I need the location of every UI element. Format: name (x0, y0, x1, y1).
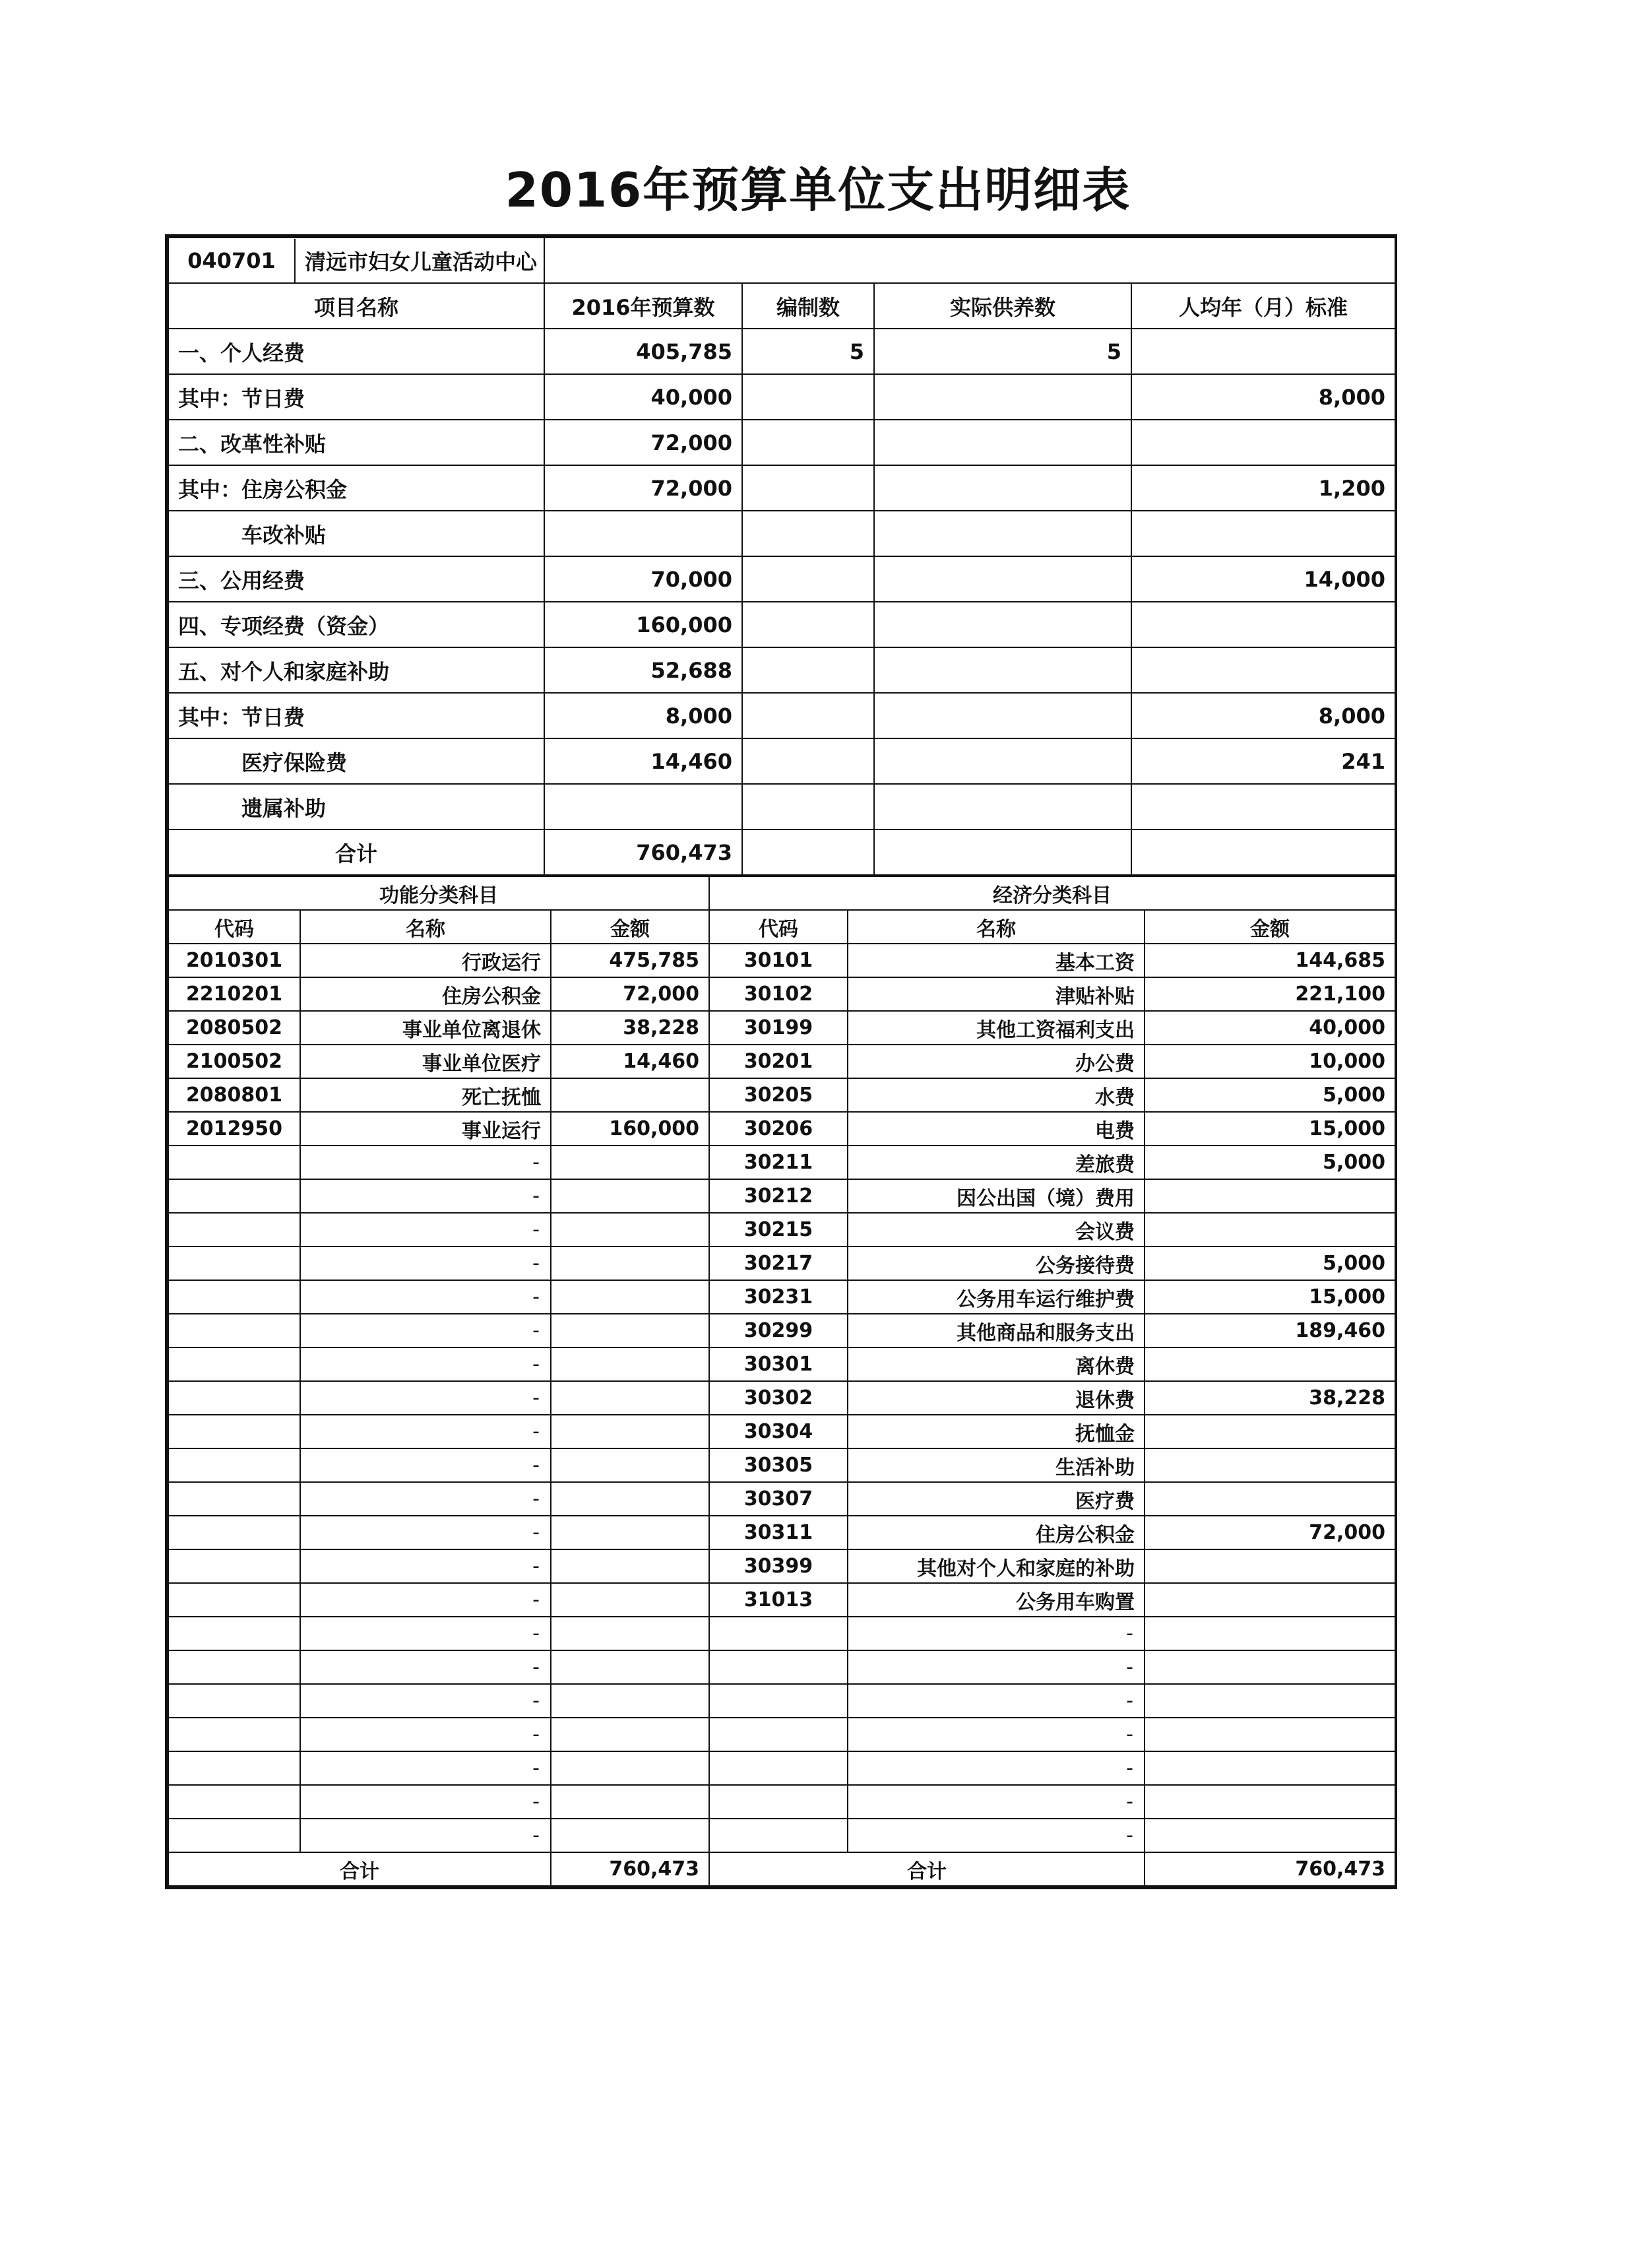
economic-amount: 144,685 (1145, 944, 1395, 977)
summary-staff: 5 (742, 329, 874, 374)
summary-row (168, 556, 1395, 602)
summary-standard: 241 (1131, 738, 1395, 784)
header-budget: 2016年预算数 (544, 283, 742, 329)
economic-section-title: 经济分类科目 (709, 876, 1395, 910)
functional-amount (551, 1146, 709, 1179)
detail-row (168, 1785, 1395, 1819)
detail-row (168, 1213, 1395, 1247)
summary-staff (742, 511, 874, 556)
economic-code: 30307 (709, 1482, 848, 1516)
functional-name: - (300, 1415, 551, 1448)
summary-row (168, 738, 1395, 784)
functional-code (168, 1549, 300, 1583)
economic-code: 30231 (709, 1280, 848, 1314)
unit-name: 清远市妇女儿童活动中心 (305, 249, 538, 275)
summary-actual (874, 465, 1131, 511)
economic-code: 30217 (709, 1247, 848, 1280)
economic-name: 离休费 (848, 1347, 1145, 1381)
summary-actual (874, 738, 1131, 784)
functional-name: 死亡抚恤 (300, 1078, 551, 1112)
economic-amount (1145, 1482, 1395, 1516)
functional-amount: 475,785 (551, 944, 709, 977)
summary-actual (874, 647, 1131, 693)
functional-code: 2080801 (168, 1078, 300, 1112)
economic-amount (1145, 1448, 1395, 1482)
summary-actual: 5 (874, 329, 1131, 374)
economic-name: 津贴补贴 (848, 977, 1145, 1011)
economic-amount-header: 金额 (1145, 910, 1395, 944)
summary-staff (742, 420, 874, 465)
economic-code: 30212 (709, 1179, 848, 1213)
detail-row (168, 1347, 1395, 1381)
detail-row (168, 1718, 1395, 1751)
functional-code (168, 1650, 300, 1684)
detail-row (168, 1549, 1395, 1583)
economic-amount (1145, 1213, 1395, 1247)
functional-name: 事业运行 (300, 1112, 551, 1146)
economic-name: 办公费 (848, 1045, 1145, 1078)
functional-amount (551, 1213, 709, 1247)
economic-name: - (848, 1751, 1145, 1785)
economic-amount (1145, 1718, 1395, 1751)
economic-amount: 15,000 (1145, 1280, 1395, 1314)
functional-total-amount: 760,473 (551, 1852, 709, 1886)
summary-item: 遗属补助 (168, 784, 544, 829)
summary-standard (1131, 829, 1395, 875)
functional-amount: 14,460 (551, 1045, 709, 1078)
summary-budget: 70,000 (544, 556, 742, 602)
summary-standard: 8,000 (1131, 693, 1395, 738)
detail-row (168, 944, 1395, 977)
detail-row (168, 1247, 1395, 1280)
summary-staff (742, 465, 874, 511)
header-item: 项目名称 (168, 283, 544, 329)
detail-row (168, 1112, 1395, 1146)
functional-name: - (300, 1684, 551, 1718)
functional-code: 2080502 (168, 1011, 300, 1045)
detail-table (168, 876, 1396, 1887)
economic-code: 30302 (709, 1381, 848, 1415)
economic-amount (1145, 1617, 1395, 1650)
functional-code (168, 1785, 300, 1819)
functional-code: 2012950 (168, 1112, 300, 1146)
summary-header-row (168, 283, 1395, 329)
economic-amount: 38,228 (1145, 1381, 1395, 1415)
unit-code: 040701 (169, 239, 296, 282)
summary-body (168, 329, 1395, 875)
functional-name: - (300, 1179, 551, 1213)
summary-item: 车改补贴 (168, 511, 544, 556)
economic-amount: 5,000 (1145, 1146, 1395, 1179)
economic-code: 30201 (709, 1045, 848, 1078)
summary-budget: 40,000 (544, 374, 742, 420)
summary-row (168, 329, 1395, 374)
unit-blank (544, 238, 1395, 283)
functional-name: 住房公积金 (300, 977, 551, 1011)
summary-standard: 14,000 (1131, 556, 1395, 602)
economic-code: 30206 (709, 1112, 848, 1146)
summary-budget: 160,000 (544, 602, 742, 647)
economic-code: 30205 (709, 1078, 848, 1112)
economic-amount (1145, 1819, 1395, 1852)
economic-amount (1145, 1684, 1395, 1718)
summary-actual (874, 556, 1131, 602)
summary-staff (742, 738, 874, 784)
summary-row (168, 647, 1395, 693)
economic-code: 30311 (709, 1516, 848, 1549)
economic-code (709, 1617, 848, 1650)
summary-staff (742, 556, 874, 602)
economic-name: - (848, 1718, 1145, 1751)
economic-total-amount: 760,473 (1145, 1852, 1395, 1886)
economic-name-header: 名称 (848, 910, 1145, 944)
economic-amount (1145, 1347, 1395, 1381)
section-header-row (168, 876, 1395, 910)
functional-name: - (300, 1280, 551, 1314)
summary-actual (874, 829, 1131, 875)
summary-actual (874, 784, 1131, 829)
functional-name: - (300, 1247, 551, 1280)
summary-item: 合计 (168, 829, 544, 875)
economic-code: 30199 (709, 1011, 848, 1045)
summary-budget: 405,785 (544, 329, 742, 374)
economic-name: 因公出国（境）费用 (848, 1179, 1145, 1213)
summary-standard (1131, 602, 1395, 647)
economic-name: 医疗费 (848, 1482, 1145, 1516)
functional-code (168, 1448, 300, 1482)
economic-amount: 221,100 (1145, 977, 1395, 1011)
functional-code (168, 1516, 300, 1549)
functional-code: 2100502 (168, 1045, 300, 1078)
summary-standard: 8,000 (1131, 374, 1395, 420)
functional-name: - (300, 1751, 551, 1785)
economic-total-label: 合计 (709, 1852, 1145, 1886)
summary-staff (742, 693, 874, 738)
summary-actual (874, 693, 1131, 738)
summary-staff (742, 829, 874, 875)
functional-code (168, 1280, 300, 1314)
functional-amount: 72,000 (551, 977, 709, 1011)
economic-code: 30101 (709, 944, 848, 977)
functional-amount (551, 1381, 709, 1415)
summary-row (168, 420, 1395, 465)
detail-row (168, 1314, 1395, 1347)
functional-code: 2010301 (168, 944, 300, 977)
header-standard: 人均年（月）标准 (1131, 283, 1395, 329)
economic-name: 公务用车运行维护费 (848, 1280, 1145, 1314)
functional-name: - (300, 1146, 551, 1179)
functional-code (168, 1751, 300, 1785)
detail-row (168, 1179, 1395, 1213)
functional-amount (551, 1785, 709, 1819)
economic-name: 公务用车购置 (848, 1583, 1145, 1617)
economic-code: 30102 (709, 977, 848, 1011)
header-staff: 编制数 (742, 283, 874, 329)
summary-budget: 8,000 (544, 693, 742, 738)
economic-name: - (848, 1819, 1145, 1852)
summary-item: 其中：节日费 (168, 693, 544, 738)
economic-amount (1145, 1785, 1395, 1819)
detail-row (168, 1078, 1395, 1112)
budget-sheet (165, 234, 1397, 1889)
functional-amount (551, 1078, 709, 1112)
functional-amount (551, 1314, 709, 1347)
summary-budget: 52,688 (544, 647, 742, 693)
totals-row (168, 1852, 1395, 1886)
functional-name-header: 名称 (300, 910, 551, 944)
summary-budget (544, 511, 742, 556)
functional-name: 行政运行 (300, 944, 551, 977)
summary-standard (1131, 647, 1395, 693)
economic-name: 基本工资 (848, 944, 1145, 977)
functional-code (168, 1213, 300, 1247)
detail-row (168, 1617, 1395, 1650)
functional-code (168, 1247, 300, 1280)
functional-amount (551, 1415, 709, 1448)
functional-name: - (300, 1785, 551, 1819)
functional-name: - (300, 1314, 551, 1347)
functional-amount (551, 1347, 709, 1381)
functional-code (168, 1482, 300, 1516)
economic-amount (1145, 1751, 1395, 1785)
functional-code (168, 1381, 300, 1415)
functional-name: - (300, 1718, 551, 1751)
detail-row (168, 1381, 1395, 1415)
detail-row (168, 977, 1395, 1011)
detail-row (168, 1650, 1395, 1684)
summary-standard (1131, 784, 1395, 829)
functional-code (168, 1179, 300, 1213)
economic-code: 30299 (709, 1314, 848, 1347)
functional-amount (551, 1583, 709, 1617)
detail-row (168, 1819, 1395, 1852)
economic-amount: 15,000 (1145, 1112, 1395, 1146)
functional-name: - (300, 1213, 551, 1247)
economic-amount (1145, 1549, 1395, 1583)
functional-code (168, 1684, 300, 1718)
economic-name: 其他工资福利支出 (848, 1011, 1145, 1045)
unit-code-cell (168, 238, 544, 283)
functional-code (168, 1617, 300, 1650)
summary-table (168, 237, 1396, 876)
economic-code (709, 1650, 848, 1684)
economic-name: 其他商品和服务支出 (848, 1314, 1145, 1347)
economic-code (709, 1751, 848, 1785)
summary-item: 四、专项经费（资金） (168, 602, 544, 647)
economic-amount: 72,000 (1145, 1516, 1395, 1549)
summary-row (168, 511, 1395, 556)
functional-amount (551, 1179, 709, 1213)
economic-code-header: 代码 (709, 910, 848, 944)
detail-row (168, 1045, 1395, 1078)
summary-actual (874, 511, 1131, 556)
functional-name: - (300, 1347, 551, 1381)
document-title: 2016年预算单位支出明细表 (505, 162, 1131, 218)
header-actual: 实际供养数 (874, 283, 1131, 329)
economic-code (709, 1684, 848, 1718)
economic-code (709, 1718, 848, 1751)
detail-row (168, 1011, 1395, 1045)
economic-name: 公务接待费 (848, 1247, 1145, 1280)
summary-standard (1131, 420, 1395, 465)
functional-code (168, 1314, 300, 1347)
economic-code: 30304 (709, 1415, 848, 1448)
economic-name: 退休费 (848, 1381, 1145, 1415)
summary-item: 五、对个人和家庭补助 (168, 647, 544, 693)
economic-code (709, 1785, 848, 1819)
functional-amount (551, 1684, 709, 1718)
summary-actual (874, 374, 1131, 420)
summary-item: 其中：住房公积金 (168, 465, 544, 511)
economic-name: - (848, 1650, 1145, 1684)
economic-name: 其他对个人和家庭的补助 (848, 1549, 1145, 1583)
summary-budget: 14,460 (544, 738, 742, 784)
summary-standard: 1,200 (1131, 465, 1395, 511)
functional-name: - (300, 1482, 551, 1516)
functional-name: - (300, 1617, 551, 1650)
summary-item: 医疗保险费 (168, 738, 544, 784)
functional-amount (551, 1280, 709, 1314)
summary-item: 其中：节日费 (168, 374, 544, 420)
summary-standard (1131, 329, 1395, 374)
economic-name: - (848, 1785, 1145, 1819)
functional-code (168, 1146, 300, 1179)
unit-row (168, 238, 1395, 283)
functional-name: - (300, 1448, 551, 1482)
functional-amount (551, 1819, 709, 1852)
functional-amount (551, 1549, 709, 1583)
summary-standard (1131, 511, 1395, 556)
summary-budget: 760,473 (544, 829, 742, 875)
functional-code (168, 1819, 300, 1852)
summary-actual (874, 602, 1131, 647)
economic-name: 电费 (848, 1112, 1145, 1146)
economic-amount: 189,460 (1145, 1314, 1395, 1347)
functional-amount (551, 1448, 709, 1482)
detail-row (168, 1448, 1395, 1482)
detail-row (168, 1280, 1395, 1314)
functional-amount (551, 1650, 709, 1684)
functional-name: 事业单位医疗 (300, 1045, 551, 1078)
summary-budget: 72,000 (544, 420, 742, 465)
economic-name: 差旅费 (848, 1146, 1145, 1179)
functional-code (168, 1347, 300, 1381)
summary-row (168, 465, 1395, 511)
economic-name: 水费 (848, 1078, 1145, 1112)
economic-amount: 10,000 (1145, 1045, 1395, 1078)
detail-body (168, 944, 1395, 1852)
summary-budget: 72,000 (544, 465, 742, 511)
summary-budget (544, 784, 742, 829)
summary-staff (742, 602, 874, 647)
functional-code (168, 1415, 300, 1448)
economic-amount (1145, 1415, 1395, 1448)
summary-item: 二、改革性补贴 (168, 420, 544, 465)
economic-code: 30399 (709, 1549, 848, 1583)
summary-row (168, 829, 1395, 875)
summary-item: 三、公用经费 (168, 556, 544, 602)
economic-amount (1145, 1583, 1395, 1617)
summary-item: 一、个人经费 (168, 329, 544, 374)
functional-name: - (300, 1549, 551, 1583)
detail-header-row (168, 910, 1395, 944)
economic-amount (1145, 1179, 1395, 1213)
economic-name: 抚恤金 (848, 1415, 1145, 1448)
economic-name: 生活补助 (848, 1448, 1145, 1482)
detail-row (168, 1751, 1395, 1785)
functional-name: 事业单位离退休 (300, 1011, 551, 1045)
economic-name: - (848, 1617, 1145, 1650)
economic-code: 31013 (709, 1583, 848, 1617)
detail-row (168, 1146, 1395, 1179)
economic-name: 住房公积金 (848, 1516, 1145, 1549)
functional-total-label: 合计 (168, 1852, 551, 1886)
detail-row (168, 1684, 1395, 1718)
detail-row (168, 1482, 1395, 1516)
functional-amount: 38,228 (551, 1011, 709, 1045)
summary-row (168, 693, 1395, 738)
functional-amount (551, 1247, 709, 1280)
economic-code: 30215 (709, 1213, 848, 1247)
summary-staff (742, 374, 874, 420)
summary-row (168, 602, 1395, 647)
summary-staff (742, 647, 874, 693)
functional-code: 2210201 (168, 977, 300, 1011)
summary-row (168, 374, 1395, 420)
economic-amount: 40,000 (1145, 1011, 1395, 1045)
functional-name: - (300, 1583, 551, 1617)
functional-amount (551, 1718, 709, 1751)
summary-staff (742, 784, 874, 829)
functional-name: - (300, 1381, 551, 1415)
summary-actual (874, 420, 1131, 465)
functional-name: - (300, 1650, 551, 1684)
functional-amount (551, 1751, 709, 1785)
functional-code-header: 代码 (168, 910, 300, 944)
functional-amount: 160,000 (551, 1112, 709, 1146)
functional-name: - (300, 1819, 551, 1852)
economic-code: 30301 (709, 1347, 848, 1381)
detail-row (168, 1516, 1395, 1549)
economic-code: 30211 (709, 1146, 848, 1179)
functional-section-title: 功能分类科目 (168, 876, 709, 910)
functional-amount-header: 金额 (551, 910, 709, 944)
functional-name: - (300, 1516, 551, 1549)
economic-amount (1145, 1650, 1395, 1684)
functional-code (168, 1718, 300, 1751)
economic-amount: 5,000 (1145, 1078, 1395, 1112)
functional-code (168, 1583, 300, 1617)
functional-amount (551, 1617, 709, 1650)
detail-row (168, 1583, 1395, 1617)
economic-code (709, 1819, 848, 1852)
economic-amount: 5,000 (1145, 1247, 1395, 1280)
economic-name: - (848, 1684, 1145, 1718)
economic-name: 会议费 (848, 1213, 1145, 1247)
economic-code: 30305 (709, 1448, 848, 1482)
functional-amount (551, 1482, 709, 1516)
functional-amount (551, 1516, 709, 1549)
summary-row (168, 784, 1395, 829)
detail-row (168, 1415, 1395, 1448)
